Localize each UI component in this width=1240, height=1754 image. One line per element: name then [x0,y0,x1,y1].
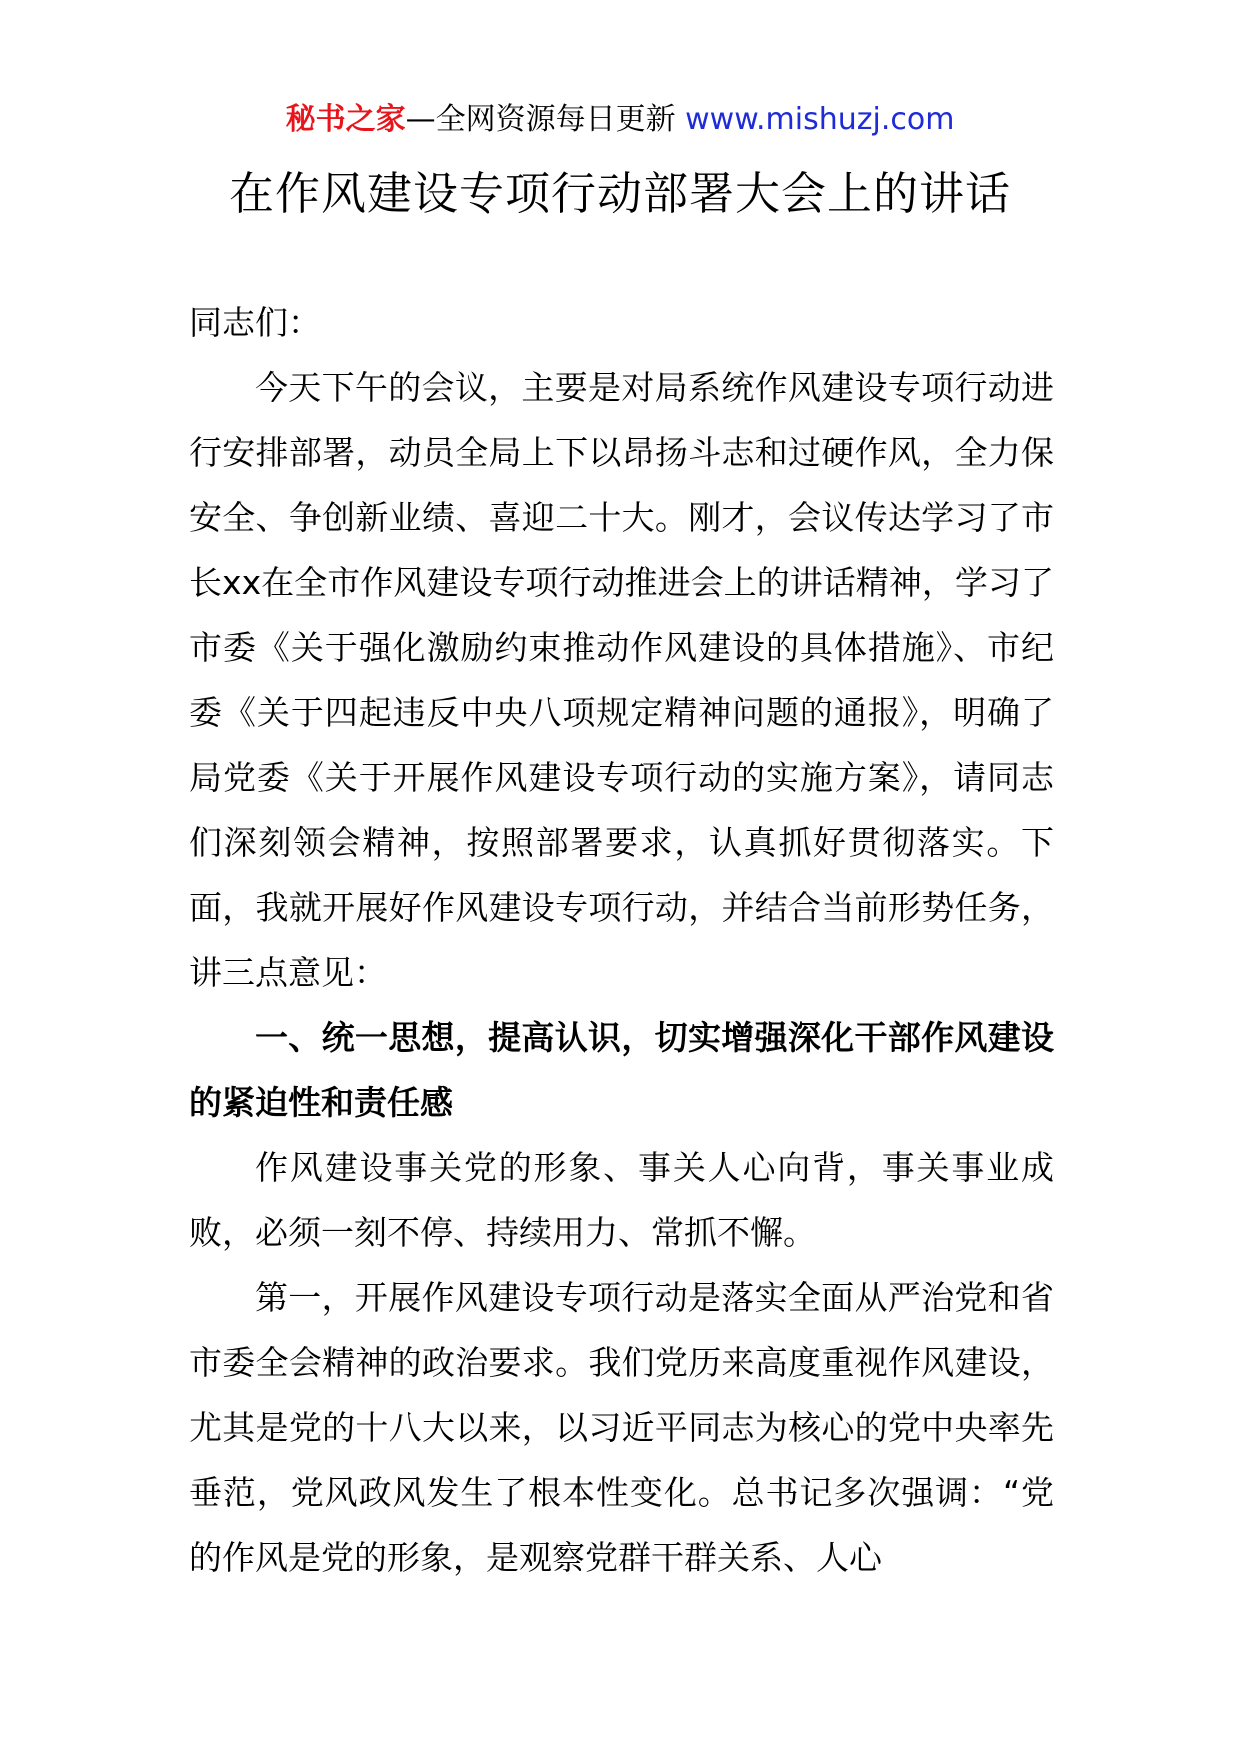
site-url-link[interactable]: www.mishuzj.com [685,102,955,137]
section-heading-one: 一、统一思想，提高认识，切实增强深化干部作风建设的紧迫性和责任感 [189,1018,1054,1122]
point-one-paragraph: 第一，开展作风建设专项行动是落实全面从严治党和省市委全会精神的政治要求。我们党历来高度重视作风建设，尤其是党的十八大以来，以习近平同志为核心的党中央率先垂范，党风政风发生了根本性变化。总书记多次强调：“党的作风是党的形象，是观察党群干群关系、人心 [189,1278,1054,1577]
section-intro-paragraph: 作风建设事关党的形象、事关人心向背，事关事业成败，必须一刻不停、持续用力、常抓不懈。 [189,1148,1054,1252]
brand-name: 秘书之家 [285,102,406,137]
site-header [0,98,1240,142]
document-body [189,290,1054,1590]
salutation: 同志们： [189,303,321,342]
site-tagline: —全网资源每日更新 [405,102,676,137]
document-title: 在作风建设专项行动部署大会上的讲话 [228,167,1011,220]
opening-paragraph: 今天下午的会议，主要是对局系统作风建设专项行动进行安排部署，动员全局上下以昂扬斗志和过硬作风，全力保安全、争创新业绩、喜迎二十大。刚才，会议传达学习了市长xx在全市作风建设专项行动推进会上的讲话精神，学习了市委《关于强化激励约束推动作风建设的具体措施》、市纪委《关于四起违反中央八项规定精神问题的通报》，明确了局党委《关于开展作风建设专项行动的实施方案》，请同志们深刻领会精神，按照部署要求，认真抓好贯彻落实。下面，我就开展好作风建设专项行动，并结合当前形势任务，讲三点意见： [189,368,1054,992]
